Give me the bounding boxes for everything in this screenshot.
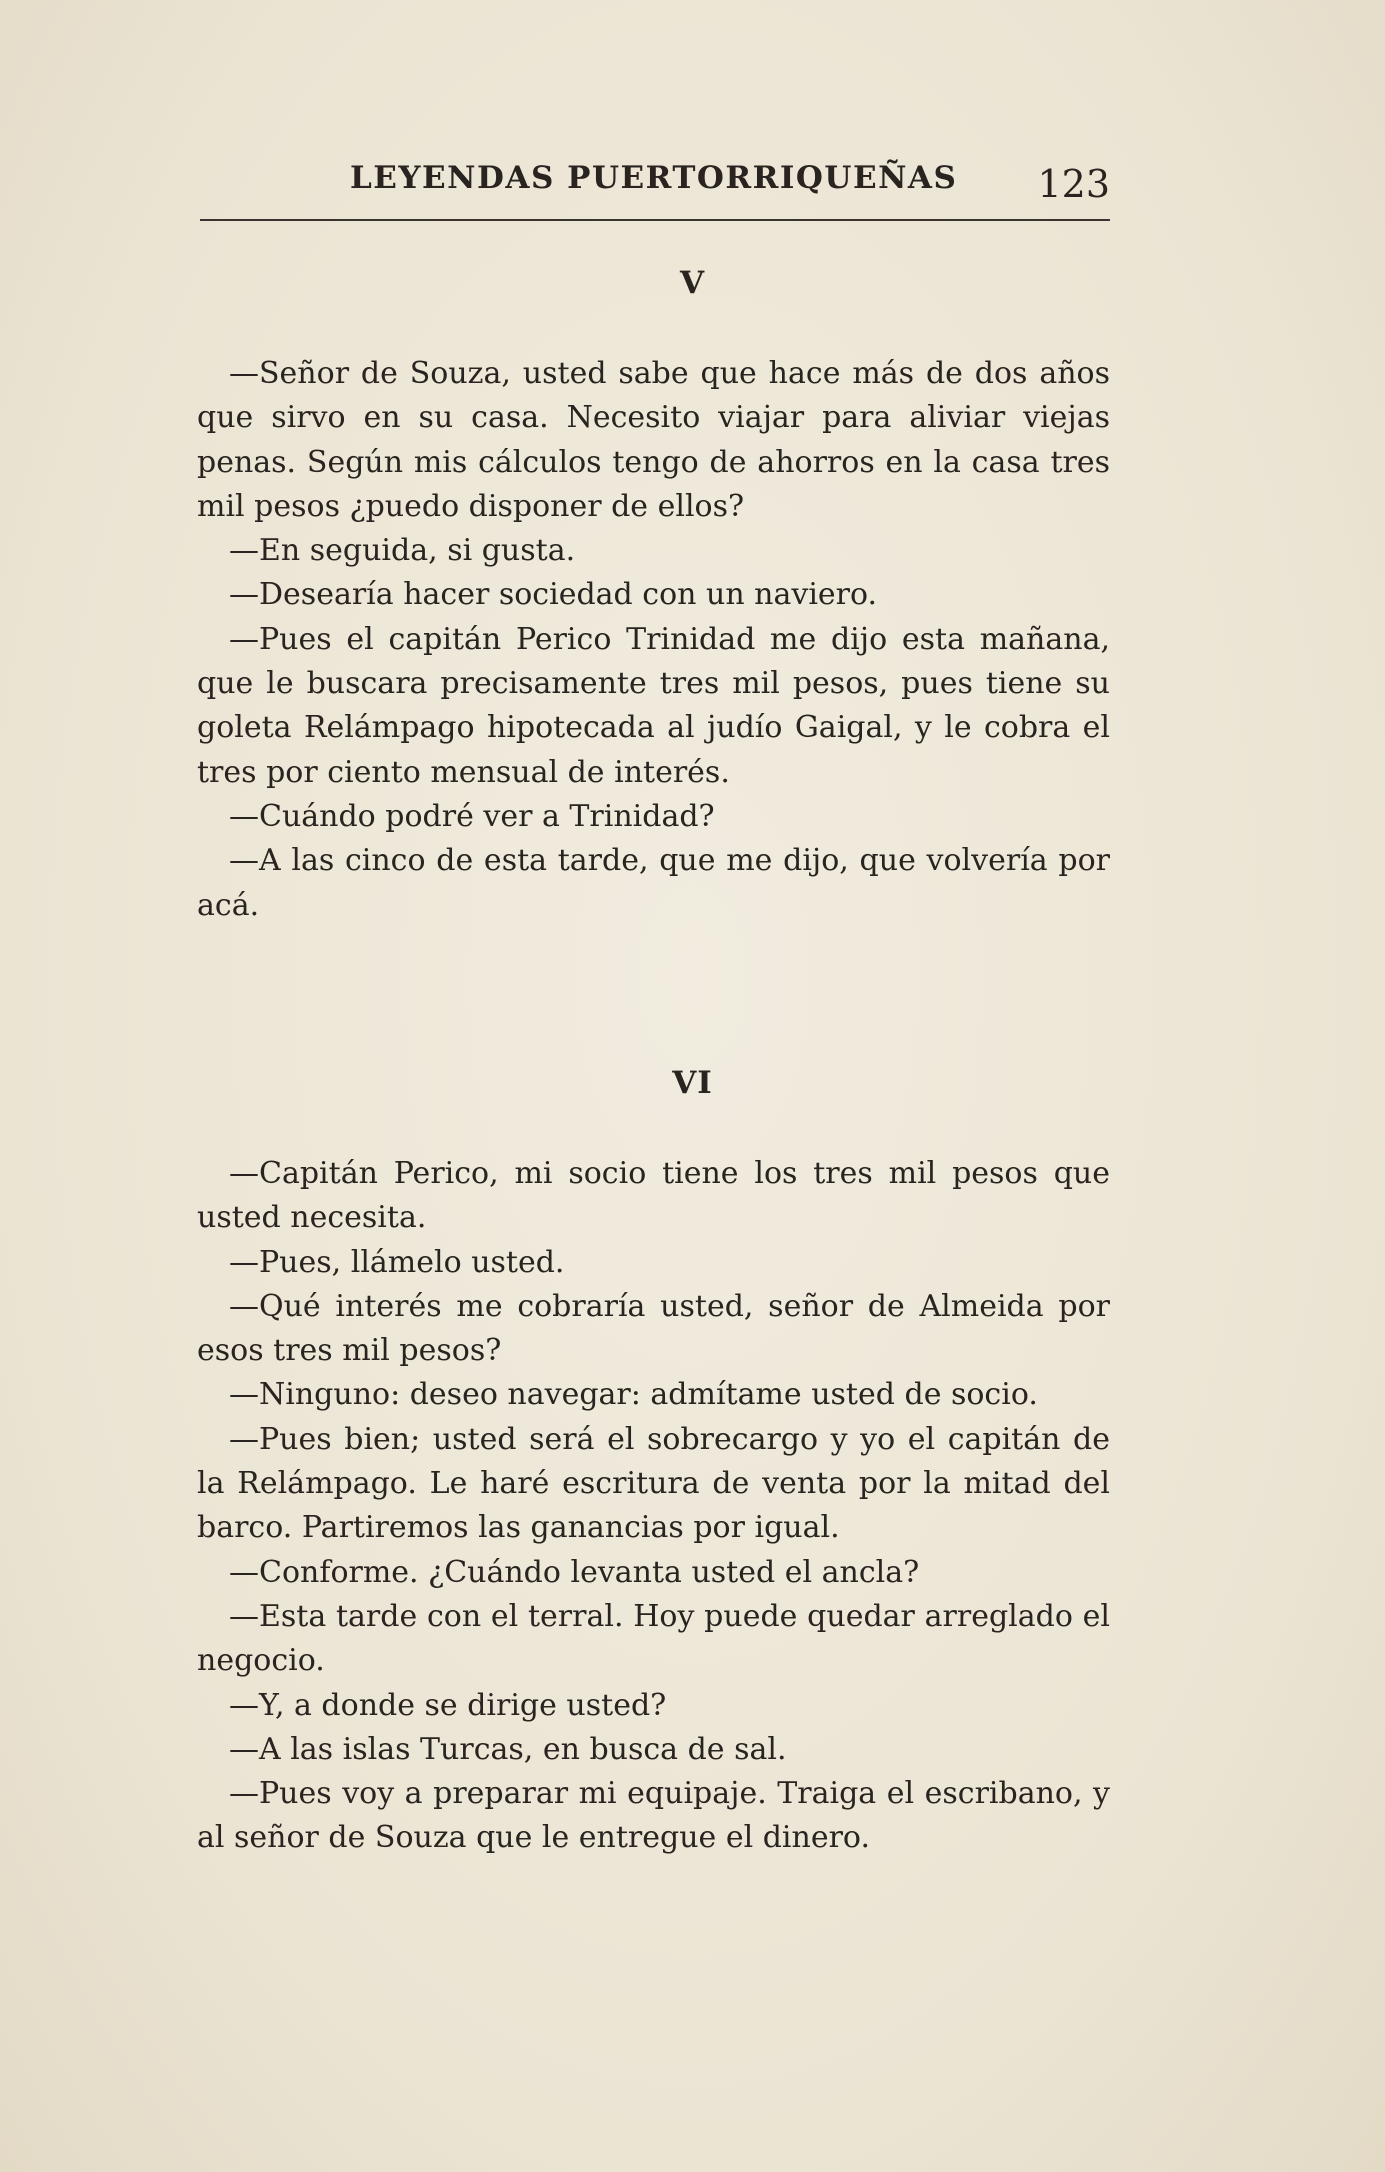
- paragraph: —A las islas Turcas, en busca de sal.: [229, 1731, 787, 1767]
- paragraph: —En seguida, si gusta.: [229, 533, 576, 569]
- paragraph: —Pues, llámelo usted.: [229, 1244, 565, 1280]
- section-v-text: [197, 352, 1110, 928]
- paragraph: —Desearía hacer sociedad con un naviero.: [229, 577, 878, 613]
- paragraph: —Pues bien; usted será el sobrecargo y yo el capitán de la Relámpago. Le haré escritura de venta por la mitad del barco. Partiremos las ganancias por igual.: [197, 1421, 1110, 1546]
- paragraph: —Señor de Souza, usted sabe que hace más de dos años que sirvo en su casa. Necesito viajar para aliviar viejas penas. Según mis cálculos tengo de ahorros en la casa tres mil pesos ¿puedo disponer de ellos?: [197, 356, 1110, 524]
- paragraph: —Ninguno: deseo navegar: admítame usted de socio.: [229, 1377, 1038, 1413]
- section-heading-vi: VI: [672, 1065, 713, 1101]
- page-header: [200, 150, 1110, 220]
- paragraph: —A las cinco de esta tarde, que me dijo, que volvería por acá.: [197, 843, 1110, 923]
- paragraph: —Qué interés me cobraría usted, señor de Almeida por esos tres mil pesos?: [197, 1288, 1110, 1369]
- paragraph: —Pues voy a preparar mi equipaje. Traiga el escribano, y al señor de Souza que le entregue el dinero.: [197, 1776, 1110, 1856]
- paragraph: —Pues el capitán Perico Trinidad me dijo esta mañana, que le buscara precisamente tres mil pesos, pues tiene su goleta Relámpago hipotecada al judío Gaigal, y le cobra el tres por ciento mensual de interés.: [197, 621, 1110, 790]
- section-vi-text: [197, 1152, 1110, 1861]
- paragraph: —Cuándo podré ver a Trinidad?: [229, 798, 715, 834]
- section-heading-v: V: [679, 265, 706, 301]
- header-rule: [200, 219, 1110, 221]
- paragraph: —Esta tarde con el terral. Hoy puede quedar arreglado el negocio.: [197, 1598, 1110, 1679]
- paragraph: —Capitán Perico, mi socio tiene los tres mil pesos que usted necesita.: [197, 1156, 1110, 1236]
- paragraph: —Conforme. ¿Cuándo levanta usted el ancla?: [229, 1554, 920, 1590]
- page-number: 123: [1037, 162, 1110, 206]
- running-title: LEYENDAS PUERTORRIQUEÑAS: [350, 160, 958, 196]
- paragraph: —Y, a donde se dirige usted?: [229, 1687, 667, 1723]
